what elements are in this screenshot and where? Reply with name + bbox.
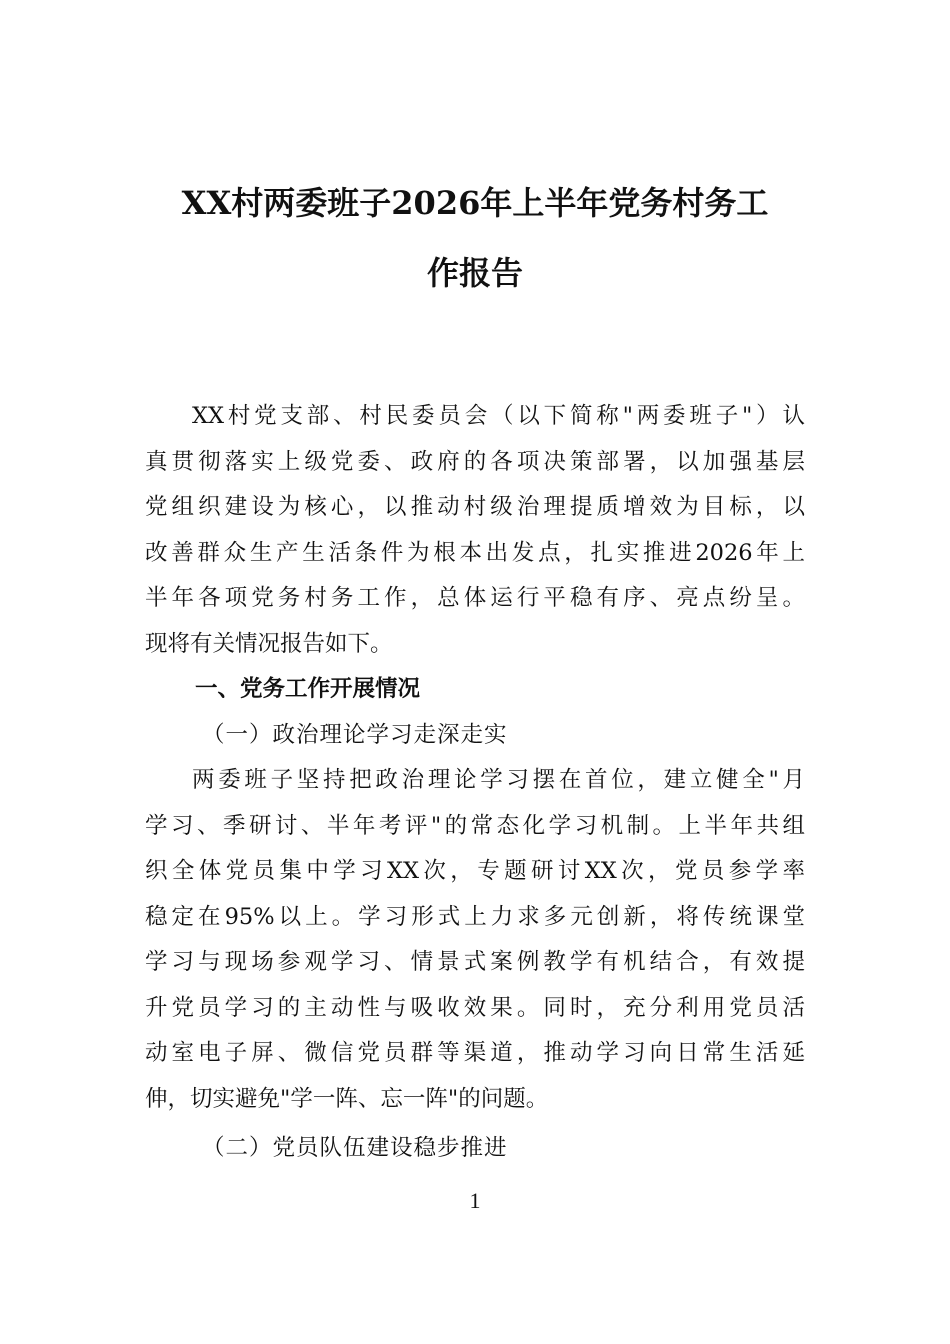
intro-line-1: XX村党支部、村民委员会（以下简称"两委班子"）认 (192, 403, 805, 429)
section-heading-1: 一、党务工作开展情况 (195, 676, 421, 702)
intro-line-2: 真贯彻落实上级党委、政府的各项决策部署，以加强基层 (145, 448, 805, 475)
intro-line-6: 现将有关情况报告如下。 (145, 630, 393, 657)
intro-paragraph (145, 394, 805, 667)
title-line-1: XX村两委班子2026年上半年党务村务工 (181, 184, 769, 222)
title-line-2: 作报告 (426, 254, 523, 292)
paragraph-line-5: 学习与现场参观学习、情景式案例教学有机结合，有效提 (145, 949, 805, 975)
intro-line-5: 半年各项党务村务工作，总体运行平稳有序、亮点纷呈。 (145, 585, 805, 611)
page-number: 1 (469, 1188, 481, 1213)
paragraph-line-1: 两委班子坚持把政治理论学习摆在首位，建立健全"月 (192, 767, 805, 793)
intro-line-3: 党组织建设为核心，以推动村级治理提质增效为目标，以 (145, 494, 805, 520)
subsection-heading-1: （一）政治理论学习走深走实 (202, 721, 508, 748)
paragraph-line-3: 织全体党员集中学习XX次，专题研讨XX次，党员参学率 (145, 858, 805, 884)
paragraph-line-6: 升党员学习的主动性与吸收效果。同时，充分利用党员活 (145, 994, 805, 1021)
paragraph-line-8: 伸，切实避免"学一阵、忘一阵"的问题。 (145, 1085, 549, 1112)
paragraph-line-7: 动室电子屏、微信党员群等渠道，推动学习向日常生活延 (145, 1040, 805, 1066)
document-body (145, 394, 805, 1172)
intro-line-4: 改善群众生产生活条件为根本出发点，扎实推进2026年上 (145, 539, 805, 566)
subsection-heading-2: （二）党员队伍建设稳步推进 (202, 1135, 508, 1161)
document-title (145, 168, 805, 308)
paragraph-line-4: 稳定在95%以上。学习形式上力求多元创新，将传统课堂 (145, 903, 805, 930)
paragraph-line-2: 学习、季研讨、半年考评"的常态化学习机制。上半年共组 (145, 812, 805, 839)
subsection-1-paragraph (145, 758, 805, 1122)
